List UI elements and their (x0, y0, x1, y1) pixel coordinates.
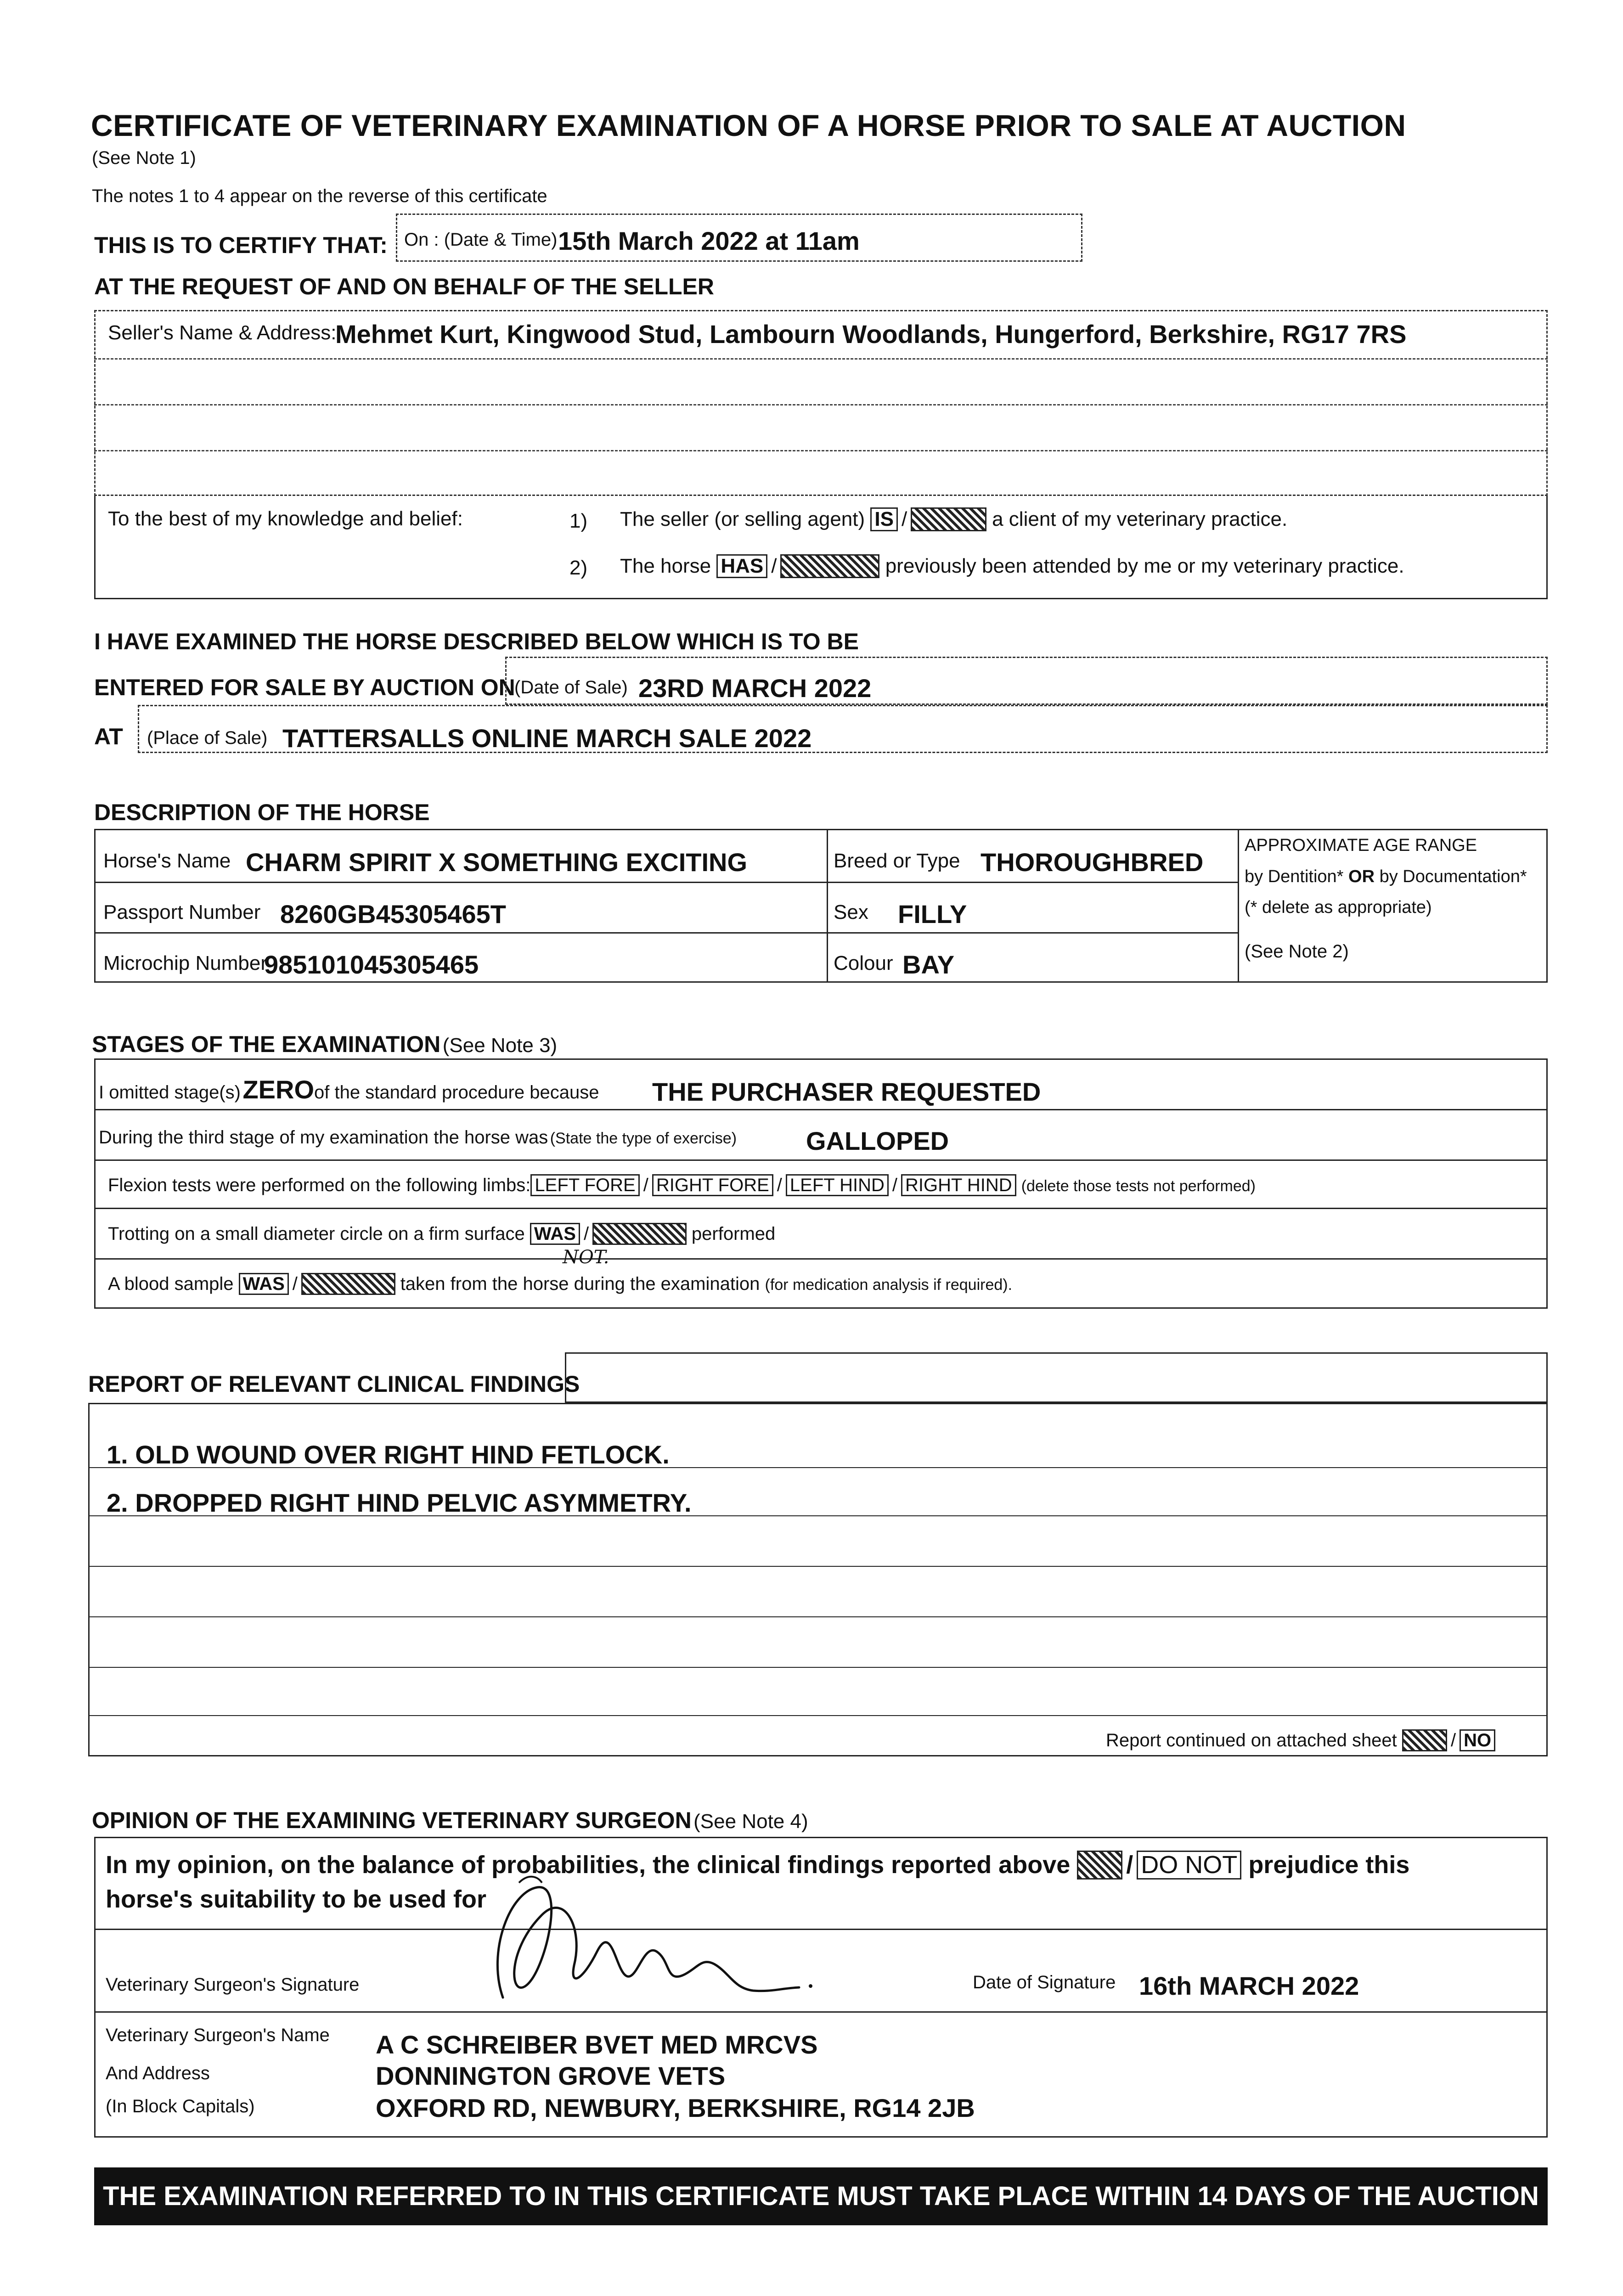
omitted-row (99, 1075, 599, 1104)
stages-heading (92, 1031, 557, 1058)
item2-pre: The horse (620, 555, 711, 577)
vet-name-line2: DONNINGTON GROVE VETS (376, 2061, 726, 2090)
findings-line (88, 1566, 1548, 1567)
findings-heading: REPORT OF RELEVANT CLINICAL FINDINGS (88, 1371, 580, 1397)
see-note-1: (See Note 1) (92, 148, 196, 168)
horse-name-label: Horse's Name (103, 850, 231, 872)
stages-row-line (94, 1258, 1548, 1260)
opinion-text-line1: In my opinion, on the balance of probabilities, the clinical findings reported above / DO NOT prejudice this (106, 1851, 1410, 1879)
age-or: OR (1348, 867, 1375, 886)
blood-post: taken from the horse during the examination (400, 1274, 760, 1294)
flexion-pre: Flexion tests were performed on the following limbs: (108, 1175, 531, 1195)
footer-banner: THE EXAMINATION REFERRED TO IN THIS CERTIFICATE MUST TAKE PLACE WITHIN 14 DAYS OF THE AUCTION (94, 2167, 1548, 2225)
knowledge-item2-num: 2) (569, 557, 588, 579)
table-row-line (94, 882, 1238, 883)
item1-post: a client of my veterinary practice. (992, 508, 1288, 530)
sex-value: FILLY (898, 900, 967, 929)
third-pre: During the third stage of my examination the horse was (99, 1127, 548, 1148)
opinion-do-not-option: DO NOT (1137, 1851, 1241, 1880)
omitted-pre: I omitted stage(s) (99, 1082, 241, 1103)
request-heading: AT THE REQUEST OF AND ON BEHALF OF THE SELLER (94, 274, 714, 299)
sale-place-value: TATTERSALLS ONLINE MARCH SALE 2022 (282, 724, 812, 753)
seller-line (94, 358, 1548, 360)
opinion-row-line (94, 1929, 1548, 1930)
knowledge-item2: The horse HAS / previously been attended by me or my veterinary practice. (620, 554, 1404, 578)
omitted-reason: THE PURCHASER REQUESTED (652, 1077, 1041, 1106)
microchip-value: 985101045305465 (264, 950, 479, 979)
opinion-heading-note: (See Note 4) (693, 1810, 808, 1833)
findings-heading-box (565, 1352, 1548, 1403)
certify-label: THIS IS TO CERTIFY THAT: (94, 232, 388, 258)
age-line2 (1245, 867, 1527, 887)
signature-graphic (478, 1874, 817, 2007)
knowledge-item1: The seller (or selling agent) IS / a client of my veterinary practice. (620, 507, 1287, 531)
stages-row-line (94, 1109, 1548, 1110)
examined-line2: ENTERED FOR SALE BY AUCTION ON (94, 675, 515, 700)
continued-no-option: NO (1460, 1729, 1495, 1751)
breed-value: THOROUGHBRED (981, 848, 1204, 877)
omitted-value: ZERO (242, 1075, 315, 1104)
flexion-post: (delete those tests not performed) (1021, 1177, 1256, 1195)
trot-yes-option: WAS (530, 1223, 580, 1245)
limb-left-fore: LEFT FORE (530, 1174, 639, 1196)
third-note: (State the type of exercise) (550, 1130, 737, 1147)
trot-post: performed (691, 1224, 776, 1244)
table-divider (827, 829, 828, 983)
breed-label: Breed or Type (834, 850, 960, 872)
trot-row: Trotting on a small diameter circle on a firm surface WAS / performed (108, 1224, 776, 1244)
opinion-row-line (94, 2011, 1548, 2013)
seller-line (94, 450, 1548, 451)
sale-date-label: (Date of Sale) (514, 677, 628, 698)
sale-place-label: (Place of Sale) (147, 728, 268, 748)
seller-line (94, 404, 1548, 405)
knowledge-item1-num: 1) (569, 510, 588, 532)
vet-name-label2: And Address (106, 2063, 210, 2083)
stages-heading-text: STAGES OF THE EXAMINATION (92, 1031, 441, 1057)
signature-label: Veterinary Surgeon's Signature (106, 1975, 360, 1995)
item2-post: previously been attended by me or my veterinary practice. (885, 555, 1404, 577)
on-date-value: 15th March 2022 at 11am (558, 226, 860, 255)
blood-no-option-struck (301, 1273, 395, 1295)
at-label: AT (94, 724, 123, 749)
flexion-row: Flexion tests were performed on the following limbs: LEFT FORE / RIGHT FORE / LEFT HIND / RIGHT HIND (delete those tests not performed) (108, 1175, 1256, 1195)
certificate-title: CERTIFICATE OF VETERINARY EXAMINATION OF A HORSE PRIOR TO SALE AT AUCTION (91, 108, 1406, 142)
item1-pre: The seller (or selling agent) (620, 508, 865, 530)
examined-line1: I HAVE EXAMINED THE HORSE DESCRIBED BELOW WHICH IS TO BE (94, 629, 859, 654)
horse-name-value: CHARM SPIRIT X SOMETHING EXCITING (246, 848, 748, 877)
trot-no-option-struck (592, 1223, 687, 1245)
item1-yes-option: IS (870, 507, 898, 531)
opinion-do-struck (1077, 1851, 1122, 1880)
vet-name-label1: Veterinary Surgeon's Name (106, 2025, 330, 2045)
seller-label: Seller's Name & Address: (108, 321, 337, 344)
continued-yes-struck (1402, 1729, 1447, 1751)
item2-no-option-struck (780, 554, 879, 578)
seller-value: Mehmet Kurt, Kingwood Stud, Lambourn Woodlands, Hungerford, Berkshire, RG17 7RS (335, 320, 1407, 349)
trot-pre: Trotting on a small diameter circle on a firm surface (108, 1224, 525, 1244)
stages-row-line (94, 1159, 1548, 1161)
table-divider (1238, 829, 1239, 983)
opinion-heading (92, 1807, 808, 1834)
stages-row-line (94, 1208, 1548, 1209)
limb-right-fore: RIGHT FORE (652, 1174, 773, 1196)
notes-text: The notes 1 to 4 appear on the reverse of this certificate (92, 186, 547, 206)
third-stage-row (99, 1127, 737, 1148)
finding-2: 2. DROPPED RIGHT HIND PELVIC ASYMMETRY. (107, 1488, 692, 1517)
finding-1: 1. OLD WOUND OVER RIGHT HIND FETLOCK. (107, 1440, 670, 1469)
continued-label: Report continued on attached sheet (1106, 1730, 1397, 1750)
opinion-text-post: prejudice this (1248, 1851, 1410, 1879)
sale-date-value: 23RD MARCH 2022 (638, 674, 872, 703)
limb-right-hind: RIGHT HIND (901, 1174, 1016, 1196)
continued-row: Report continued on attached sheet / NO (1106, 1729, 1495, 1751)
age-line1: APPROXIMATE AGE RANGE (1245, 836, 1477, 855)
table-row-line (94, 932, 1238, 934)
opinion-text-line2: horse's suitability to be used for (106, 1885, 486, 1913)
omitted-mid: of the standard procedure because (314, 1082, 599, 1103)
item1-no-option-struck (911, 507, 986, 531)
age-documentation: by Documentation* (1379, 867, 1527, 886)
findings-line (88, 1715, 1548, 1716)
vet-name-label3: (In Block Capitals) (106, 2096, 255, 2116)
passport-label: Passport Number (103, 901, 261, 923)
age-dentition: by Dentition* (1245, 867, 1344, 886)
signature-date-value: 16th MARCH 2022 (1139, 1971, 1359, 2000)
opinion-text-pre: In my opinion, on the balance of probabilities, the clinical findings reported above (106, 1851, 1071, 1879)
passport-value: 8260GB45305465T (280, 900, 506, 929)
stages-heading-note: (See Note 3) (442, 1034, 558, 1057)
vet-name-line3: OXFORD RD, NEWBURY, BERKSHIRE, RG14 2JB (376, 2093, 975, 2122)
blood-note: (for medication analysis if required). (765, 1276, 1013, 1294)
third-value: GALLOPED (806, 1126, 949, 1155)
signature-date-label: Date of Signature (973, 1972, 1116, 1992)
findings-line (88, 1616, 1548, 1617)
sex-label: Sex (834, 901, 868, 923)
vet-name-line1: A C SCHREIBER BVET MED MRCVS (376, 2030, 818, 2059)
item2-yes-option: HAS (716, 554, 767, 578)
blood-row: A blood sample WAS / taken from the horse during the examination (for medication analysis if required). (108, 1274, 1013, 1294)
colour-label: Colour (834, 952, 893, 974)
on-date-label: On : (Date & Time) (404, 230, 558, 250)
colour-value: BAY (902, 950, 955, 979)
findings-line (88, 1667, 1548, 1668)
age-line3: (* delete as appropriate) (1245, 898, 1432, 917)
trot-handwritten-note: NOT. (563, 1247, 609, 1268)
age-line4: (See Note 2) (1245, 941, 1349, 962)
opinion-heading-text: OPINION OF THE EXAMINING VETERINARY SURGEON (92, 1807, 692, 1833)
limb-left-hind: LEFT HIND (786, 1174, 889, 1196)
description-heading: DESCRIPTION OF THE HORSE (94, 799, 430, 825)
knowledge-label: To the best of my knowledge and belief: (108, 507, 463, 530)
blood-pre: A blood sample (108, 1274, 234, 1294)
microchip-label: Microchip Number (103, 952, 267, 974)
blood-yes-option: WAS (239, 1273, 289, 1295)
